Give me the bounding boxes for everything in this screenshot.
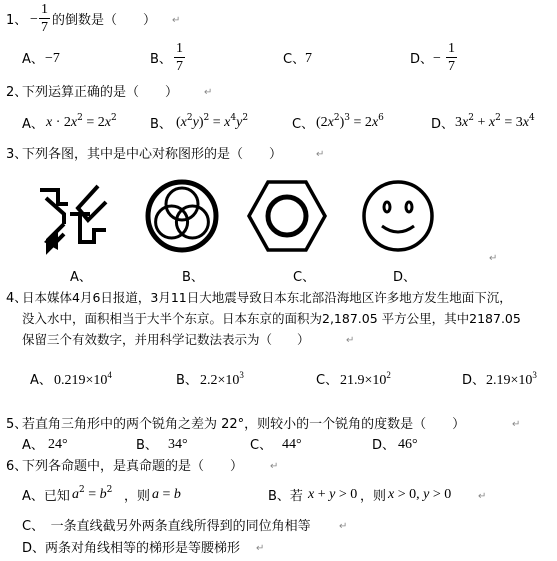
q3-label-d: D、 xyxy=(393,270,417,285)
q3-number: 3、 xyxy=(6,147,28,162)
q4-a-value xyxy=(54,370,112,388)
q2-b-label: B、 xyxy=(150,117,172,132)
q2-c-expression: $(2x^2)^3 = 2x^6$ xyxy=(316,113,384,130)
q4-b-mantissa: 2.2×10 xyxy=(200,373,240,388)
q1-b-den: 7 xyxy=(176,59,183,74)
q5-a-value: 24° xyxy=(48,437,68,452)
q6-c-text: C、 一条直线截另外两条直线所得到的同位角相等 xyxy=(22,519,311,534)
q4-a-label: A、 xyxy=(30,373,52,388)
figure-b-trefoil-circle xyxy=(144,178,220,254)
q4-d-label: D、 xyxy=(462,373,486,388)
figure-d-smiley-face xyxy=(360,178,436,254)
q1-frac-num: 1 xyxy=(41,2,48,17)
q6-a-label: A、已知 xyxy=(22,489,70,504)
q2-b-expression: $(x^2y)^2 = x^4y^2$ xyxy=(176,113,249,130)
q4-line3: 保留三个有效数字，并用科学记数法表示为（ ） xyxy=(22,332,310,347)
q4-b-label: B、 xyxy=(176,373,198,388)
q5-stem: 若直角三角形中的两个锐角之差为 22°，则较小的一个锐角的度数是（ ） xyxy=(22,417,466,432)
q5-a-label: A、 xyxy=(22,438,44,453)
return-mark: ↵ xyxy=(478,491,487,502)
return-mark: ↵ xyxy=(316,149,325,160)
q1-a-label: A、 xyxy=(22,52,44,67)
q5-c-label: C、 xyxy=(250,438,273,453)
q1-d-fraction xyxy=(446,41,457,74)
q5-c-value: 44° xyxy=(282,437,302,452)
q4-line1: 日本媒体4月6日报道，3月11日大地震导致日本东北部沿海地区许多地方发生地面下沉， xyxy=(22,290,512,305)
q4-b-value xyxy=(200,370,244,388)
q6-a-conclusion: a = b xyxy=(152,487,181,502)
q2-d-expression: $3x^2 + x^2 = 3x^4$ xyxy=(455,113,535,130)
q6-b-label: B、若 xyxy=(268,489,303,504)
q3-label-b: B、 xyxy=(182,270,204,285)
q1-d-den: 7 xyxy=(448,59,455,74)
q6-d-text: D、两条对角线相等的梯形是等腰梯形 xyxy=(22,541,241,556)
q1-fraction xyxy=(39,2,50,35)
q3-label-c: C、 xyxy=(293,270,316,285)
q4-c-label: C、 xyxy=(316,373,339,388)
q6-a-condition: $a^2 = b^2$ xyxy=(72,485,113,502)
q6-b-conclusion: x > 0, y > 0 xyxy=(388,487,452,502)
q2-d-label: D、 xyxy=(431,117,455,132)
q1-c-label: C、 xyxy=(283,52,306,67)
q1-b-fraction xyxy=(174,41,185,74)
q4-c-mantissa: 21.9×10 xyxy=(340,373,387,388)
q1-minus: − xyxy=(30,12,38,27)
q6-b-then: ，则 xyxy=(360,489,387,504)
q1-number: 1、 xyxy=(6,13,28,28)
q2-a-expression: $x \cdot 2x^2 = 2x^2$ xyxy=(46,113,117,130)
q1-d-label: D、 xyxy=(410,52,434,67)
q1-d-num: 1 xyxy=(448,41,455,56)
q6-b-condition: x + y > 0 xyxy=(308,487,358,502)
q1-b-label: B、 xyxy=(150,52,172,67)
q4-b-exponent: 3 xyxy=(239,370,244,380)
return-mark: ↵ xyxy=(339,521,348,532)
q3-label-a: A、 xyxy=(70,270,92,285)
return-mark: ↵ xyxy=(346,335,355,346)
q4-c-value xyxy=(340,370,391,388)
figure-a-angular-glyph xyxy=(36,180,116,256)
q2-c-label: C、 xyxy=(292,117,315,132)
q6-a-then: ，则 xyxy=(124,489,151,504)
q5-b-value: 34° xyxy=(168,437,188,452)
q6-number: 6、 xyxy=(6,459,28,474)
return-mark: ↵ xyxy=(512,419,521,430)
q1-a-value: −7 xyxy=(45,51,60,66)
return-mark: ↵ xyxy=(489,253,498,264)
figure-c-hexagon-ring xyxy=(246,178,328,254)
q5-d-value: 46° xyxy=(398,437,418,452)
q1-stem: 的倒数是（ ） xyxy=(52,13,157,28)
q4-d-value xyxy=(486,370,537,388)
return-mark: ↵ xyxy=(172,15,181,26)
return-mark: ↵ xyxy=(256,543,265,554)
q5-number: 5、 xyxy=(6,417,28,432)
q4-d-exponent: 3 xyxy=(532,370,537,380)
q5-d-label: D、 xyxy=(372,438,396,453)
return-mark: ↵ xyxy=(204,87,213,98)
q5-b-label: B、 xyxy=(136,438,158,453)
q3-stem: 下列各图，其中是中心对称图形的是（ ） xyxy=(22,147,283,162)
q4-a-mantissa: 0.219×10 xyxy=(54,373,108,388)
q4-a-exponent: 4 xyxy=(107,370,112,380)
q4-d-mantissa: 2.19×10 xyxy=(486,373,533,388)
q2-number: 2、 xyxy=(6,85,28,100)
return-mark: ↵ xyxy=(270,461,279,472)
q1-d-minus: − xyxy=(433,51,441,66)
q1-b-num: 1 xyxy=(176,41,183,56)
q2-stem: 下列运算正确的是（ ） xyxy=(22,85,179,100)
q6-stem: 下列各命题中，是真命题的是（ ） xyxy=(22,459,244,474)
q1-c-value: 7 xyxy=(305,51,312,66)
q4-c-exponent: 2 xyxy=(386,370,391,380)
q4-number: 4、 xyxy=(6,291,28,306)
q1-frac-den: 7 xyxy=(41,20,48,35)
q4-line2: 没入水中，面积相当于大半个东京。日本东京的面积为2,187.05 平方公里，其中2187.05 xyxy=(22,311,521,326)
q2-a-label: A、 xyxy=(22,117,44,132)
